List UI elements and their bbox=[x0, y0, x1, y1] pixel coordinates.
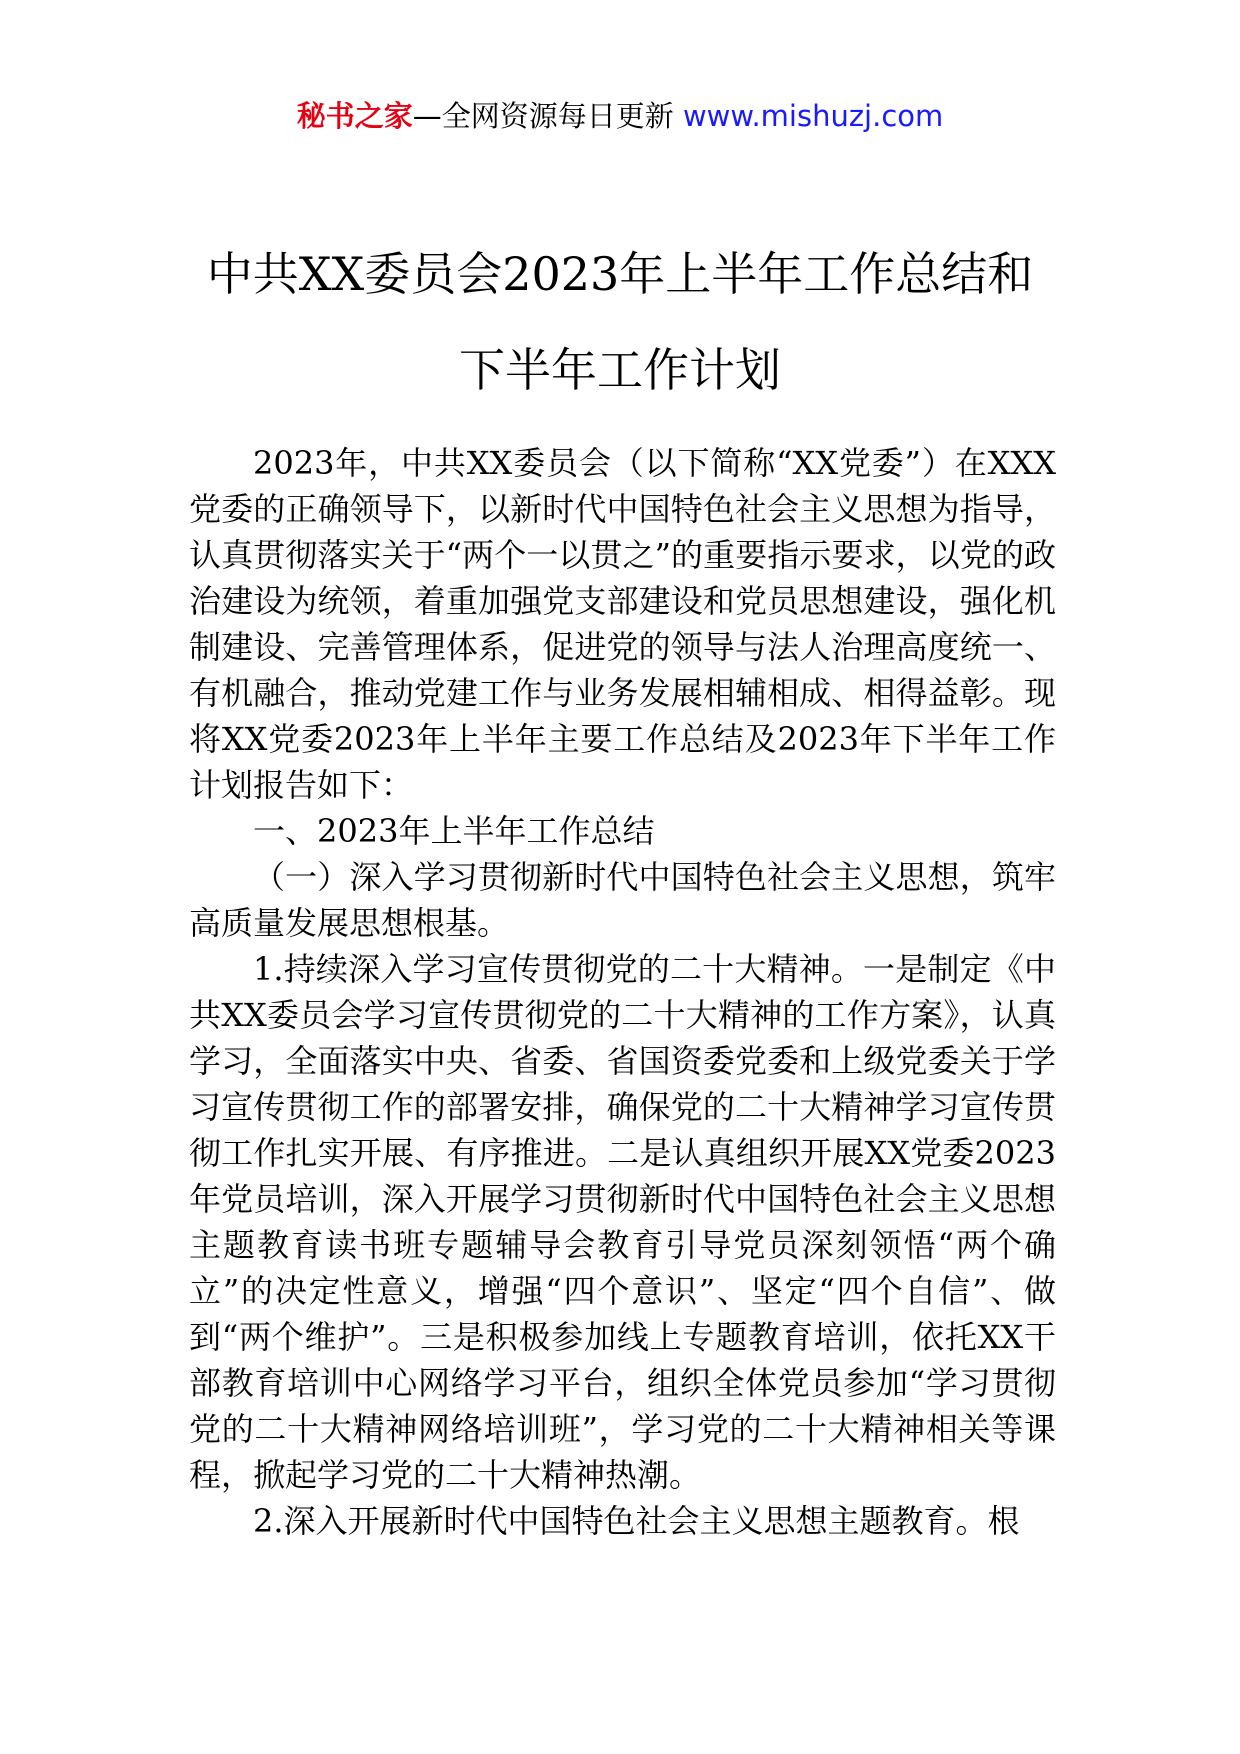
section-heading: 一、2023年上半年工作总结 bbox=[253, 812, 655, 850]
document-body bbox=[189, 440, 1056, 1544]
paragraph-item-2: 2.深入开展新时代中国特色社会主义思想主题教育。根 bbox=[253, 1502, 1020, 1540]
paragraph-item-1: 1.持续深入学习宣传贯彻党的二十大精神。一是制定《中共XX委员会学习宣传贯彻党的二十大精神的工作方案》，认真学习，全面落实中央、省委、省国资委党委和上级党委关于学习宣传贯彻工作的部署安排，确保党的二十大精神学习宣传贯彻工作扎实开展、有序推进。二是认真组织开展XX党委2023年党员培训，深入开展学习贯彻新时代中国特色社会主义思想主题教育读书班专题辅导会教育引导党员深刻领悟“两个确立”的决定性意义，增强“四个意识”、坚定“四个自信”、做到“两个维护”。三是积极参加线上专题教育培训，依托XX干部教育培训中心网络学习平台，组织全体党员参加“学习贯彻党的二十大精神网络培训班”，学习党的二十大精神相关等课程，掀起学习党的二十大精神热潮。 bbox=[189, 950, 1056, 1494]
subsection-heading: （一）深入学习贯彻新时代中国特色社会主义思想，筑牢高质量发展思想根基。 bbox=[189, 858, 1056, 942]
title-line-1: 中共XX委员会2023年上半年工作总结和 bbox=[206, 247, 1034, 301]
paragraph-intro: 2023年，中共XX委员会（以下简称“XX党委”）在XXX党委的正确领导下，以新时代中国特色社会主义思想为指导，认真贯彻落实关于“两个一以贯之”的重要指示要求，以党的政治建设为统领，着重加强党支部建设和党员思想建设，强化机制建设、完善管理体系，促进党的领导与法人治理高度统一、有机融合，推动党建工作与业务发展相辅相成、相得益彰。现将XX党委2023年上半年主要工作总结及2023年下半年工作计划报告如下： bbox=[189, 444, 1056, 804]
header-banner bbox=[0, 98, 1240, 134]
brand-name: 秘书之家 bbox=[296, 99, 413, 133]
site-url-link[interactable]: www.mishuzj.com bbox=[682, 99, 944, 133]
document-title bbox=[0, 226, 1240, 418]
header-tagline: —全网资源每日更新 bbox=[412, 99, 683, 133]
title-line-2: 下半年工作计划 bbox=[459, 343, 781, 397]
